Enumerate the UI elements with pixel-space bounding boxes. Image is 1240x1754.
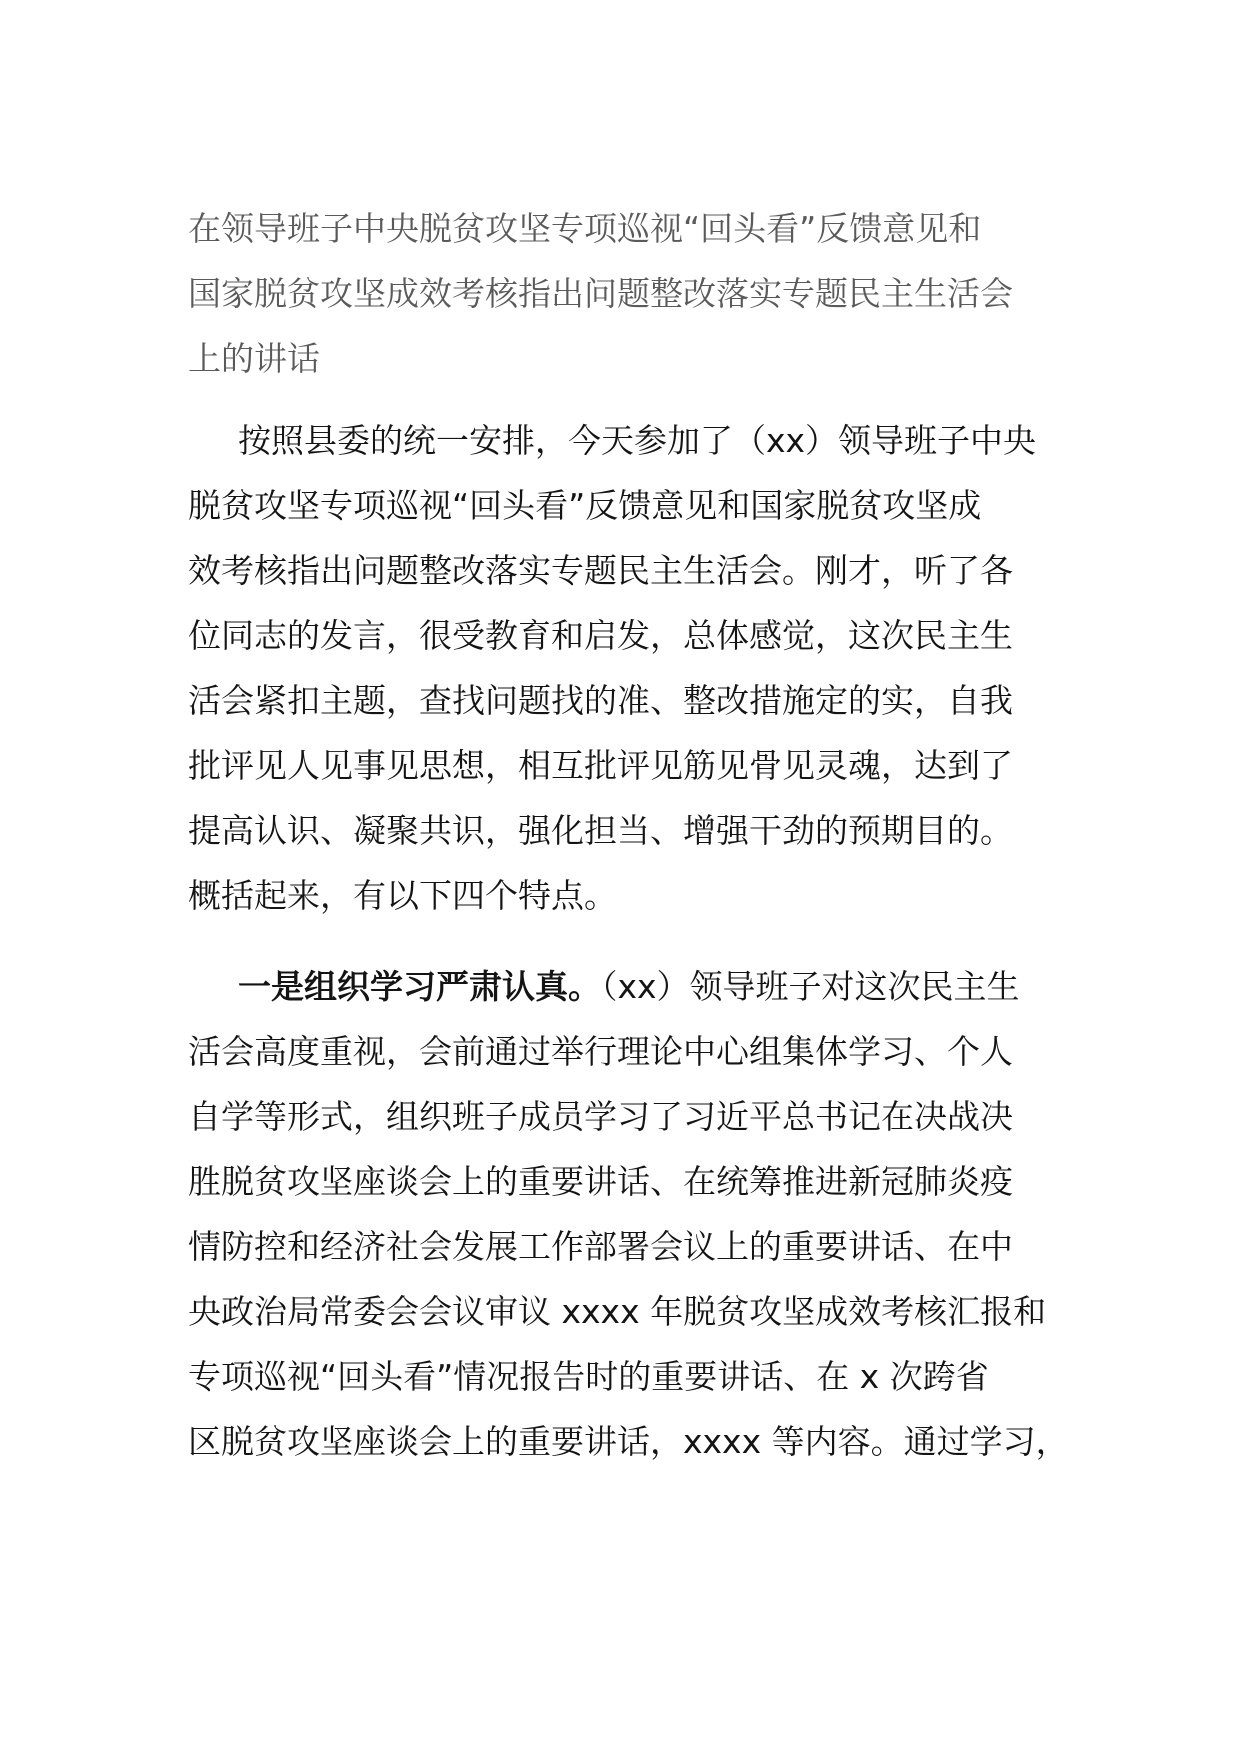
paragraph-line: 胜脱贫攻坚座谈会上的重要讲话、在统筹推进新冠肺炎疫 (188, 1162, 1013, 1201)
paragraph-line: 效考核指出问题整改落实专题民主生活会。刚才，听了各 (188, 551, 1013, 590)
paragraph-line: 位同志的发言，很受教育和启发，总体感觉，这次民主生 (188, 616, 1013, 655)
paragraph-line: 活会高度重视，会前通过举行理论中心组集体学习、个人 (188, 1032, 1013, 1071)
paragraph-line: 自学等形式，组织班子成员学习了习近平总书记在决战决 (188, 1097, 1013, 1136)
paragraph-line: 按照县委的统一安排，今天参加了（xx）领导班子中央 (238, 421, 1037, 460)
paragraph-line-rest: （xx）领导班子对这次民主生 (601, 967, 1020, 1006)
title-line: 国家脱贫攻坚成效考核指出问题整改落实专题民主生活会 (188, 274, 1013, 313)
paragraph-line: 区脱贫攻坚座谈会上的重要讲话，xxxx 等内容。通过学习， (188, 1422, 1069, 1461)
title-line: 上的讲话 (188, 339, 320, 378)
paragraph-line: 提高认识、凝聚共识，强化担当、增强干劲的预期目的。 (188, 811, 1013, 850)
paragraph-line: 情防控和经济社会发展工作部署会议上的重要讲话、在中 (188, 1227, 1013, 1266)
title-line: 在领导班子中央脱贫攻坚专项巡视“回头看”反馈意见和 (188, 209, 982, 248)
paragraph-first-line (188, 954, 1088, 1019)
paragraph-line: 专项巡视“回头看”情况报告时的重要讲话、在 x 次跨省 (188, 1357, 989, 1396)
paragraph-line: 央政治局常委会会议审议 xxxx 年脱贫攻坚成效考核汇报和 (188, 1292, 1047, 1331)
paragraph-line: 概括起来，有以下四个特点。 (188, 876, 617, 915)
document-title (188, 196, 1068, 391)
paragraph-line: 脱贫攻坚专项巡视“回头看”反馈意见和国家脱贫攻坚成 (188, 486, 982, 525)
point-heading: 一是组织学习严肃认真。 (238, 967, 601, 1006)
paragraph-line: 批评见人见事见思想，相互批评见筋见骨见灵魂，达到了 (188, 746, 1013, 785)
body-paragraph-point-one (188, 954, 1088, 1474)
body-paragraph-intro (188, 408, 1088, 928)
paragraph-line: 活会紧扣主题，查找问题找的准、整改措施定的实，自我 (188, 681, 1013, 720)
